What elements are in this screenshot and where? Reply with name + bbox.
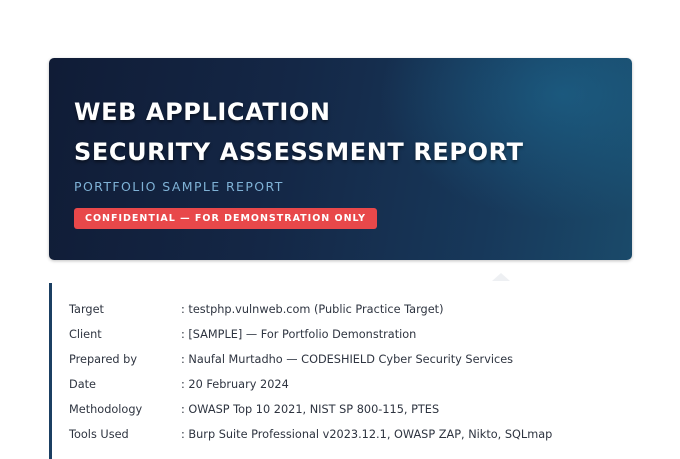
report-subtitle: PORTFOLIO SAMPLE REPORT (74, 179, 284, 194)
report-title-line-1: WEB APPLICATION (74, 98, 331, 126)
detail-label: Client (69, 328, 102, 341)
detail-value: : testphp.vulnweb.com (Public Practice Target) (181, 303, 444, 316)
report-details-panel (49, 283, 632, 459)
detail-value: : Naufal Murtadho — CODESHIELD Cyber Security Services (181, 353, 514, 366)
detail-label: Prepared by (69, 353, 138, 366)
detail-label: Tools Used (69, 428, 129, 441)
detail-value: : [SAMPLE] — For Portfolio Demonstration (181, 328, 417, 341)
report-title (74, 92, 524, 172)
detail-label: Methodology (69, 403, 143, 416)
decorative-notch (492, 273, 510, 281)
detail-value: : OWASP Top 10 2021, NIST SP 800-115, PTES (181, 403, 440, 416)
detail-value: : 20 February 2024 (181, 378, 289, 391)
report-title-line-2: SECURITY ASSESSMENT REPORT (74, 138, 524, 166)
detail-value: : Burp Suite Professional v2023.12.1, OWASP ZAP, Nikto, SQLmap (181, 428, 553, 441)
report-cover-banner (49, 58, 632, 260)
detail-label: Date (69, 378, 97, 391)
confidential-badge: CONFIDENTIAL — FOR DEMONSTRATION ONLY (74, 208, 377, 229)
detail-label: Target (69, 303, 104, 316)
